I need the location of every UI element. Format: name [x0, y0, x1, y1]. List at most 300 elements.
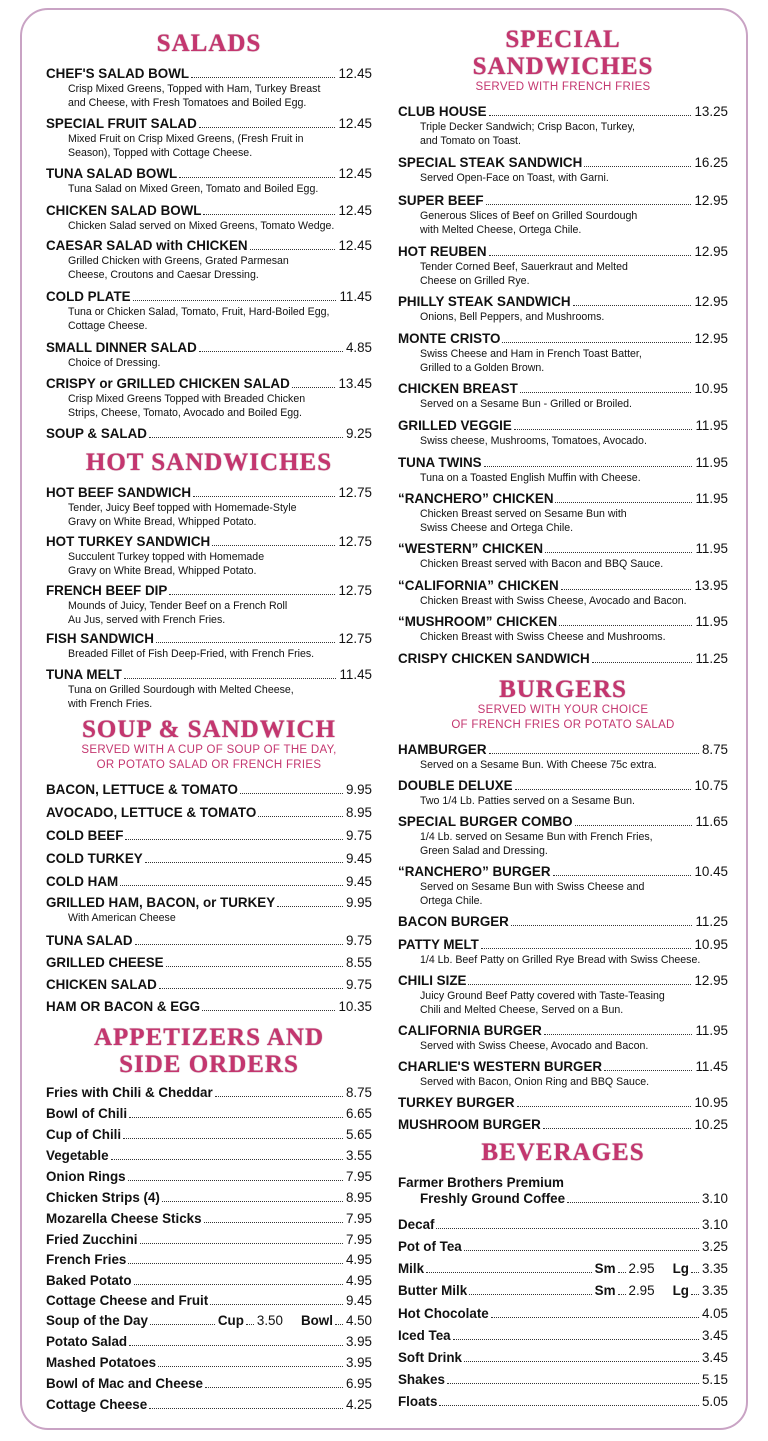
special-sandwiches-subtitle: SERVED WITH FRENCH FRIES [475, 81, 651, 93]
item-name: Decaf [398, 1217, 435, 1232]
menu-item [398, 381, 728, 411]
menu-item [46, 1106, 372, 1122]
menu-item-line [398, 937, 728, 953]
item-name: French Fries [46, 1252, 127, 1267]
dot-leader [240, 793, 343, 794]
item-description: Served on Sesame Bun with Swiss Cheese and [420, 881, 645, 893]
menu-item [46, 667, 372, 711]
dot-leader [486, 204, 692, 205]
item-price: 3.10 [701, 1217, 728, 1232]
menu-item-line [46, 977, 372, 993]
item-price: 12.95 [694, 244, 728, 259]
menu-item-line [398, 814, 728, 830]
dot-leader [145, 862, 343, 863]
item-description: and Tomato on Toast. [420, 135, 521, 147]
dot-leader [468, 984, 691, 985]
item-price: 11.45 [339, 667, 372, 682]
menu-item-line [46, 116, 372, 132]
item-name: CRISPY or GRILLED CHICKEN SALAD [46, 376, 290, 391]
item-description: Mixed Fruit on Crisp Mixed Greens, (Fresh Fruit in [68, 133, 304, 145]
item-price: 11.95 [695, 418, 728, 433]
item-price: 10.95 [694, 937, 728, 952]
dot-leader [517, 1106, 692, 1107]
item-price: 12.75 [338, 534, 372, 549]
dot-leader [212, 545, 335, 546]
menu-item [398, 1217, 728, 1233]
item-price: 10.75 [694, 778, 728, 793]
item-price: 3.25 [701, 1239, 728, 1254]
item-name: SOUP & SALAD [46, 426, 147, 441]
menu-item [398, 1350, 728, 1366]
menu-item [46, 1232, 372, 1248]
item-price: 3.95 [345, 1355, 372, 1370]
menu-item [46, 203, 372, 233]
menu-item [398, 193, 728, 237]
item-name: SPECIAL FRUIT SALAD [46, 116, 197, 131]
dot-leader [604, 1070, 692, 1071]
burgers-subtitle-1: SERVED WITH YOUR CHOICE [477, 704, 649, 716]
item-name: Potato Salad [46, 1334, 128, 1349]
item-price: 9.75 [345, 977, 372, 992]
dot-leader [125, 839, 343, 840]
item-price: 10.95 [694, 381, 728, 396]
dot-leader [553, 875, 692, 876]
item-price: 10.45 [694, 864, 728, 879]
menu-item [398, 155, 728, 185]
item-name: CHARLIE'S WESTERN BURGER [398, 1059, 603, 1074]
menu-item [46, 116, 372, 160]
item-name: BACON BURGER [398, 914, 509, 929]
item-price: 3.45 [701, 1328, 728, 1343]
dot-leader [520, 392, 692, 393]
dot-leader [515, 789, 692, 790]
dot-leader [246, 1324, 254, 1325]
item-description: Tuna on a Toasted English Muffin with Cheese. [420, 472, 641, 484]
item-price: 4.95 [345, 1273, 372, 1288]
dot-leader [575, 825, 693, 826]
appetizers-heading-2: SIDE ORDERS [119, 1051, 299, 1078]
item-price: 9.75 [345, 933, 372, 948]
lg-price: 3.35 [701, 1283, 728, 1298]
dot-leader [618, 1294, 626, 1295]
item-description: Served with Swiss Cheese, Avocado and Bacon. [420, 1040, 649, 1052]
item-price: 12.45 [338, 238, 372, 253]
menu-item-line [46, 851, 372, 867]
item-price: 12.45 [338, 66, 372, 81]
item-price: 11.95 [695, 1023, 728, 1038]
menu-item [398, 1328, 728, 1344]
dot-leader [133, 300, 337, 301]
menu-item-line [46, 340, 372, 356]
item-name: MONTE CRISTO [398, 331, 501, 346]
menu-item-line [398, 578, 728, 594]
menu-item-line [46, 66, 372, 82]
dot-leader [436, 1228, 698, 1229]
dot-leader [481, 948, 692, 949]
item-name: Soft Drink [398, 1350, 462, 1365]
menu-item [46, 874, 372, 890]
menu-item [46, 534, 372, 578]
lg-label: Lg [672, 1283, 689, 1298]
item-name: CHILI SIZE [398, 973, 467, 988]
item-description: Two 1/4 Lb. Patties served on a Sesame Bun. [420, 795, 635, 807]
item-name: Mashed Potatoes [46, 1355, 157, 1370]
item-name: Soup of the Day [46, 1313, 148, 1328]
item-name: HOT TURKEY SANDWICH [46, 534, 211, 549]
menu-item-line [398, 1117, 728, 1133]
item-name: Butter Milk [398, 1283, 468, 1298]
dot-leader [150, 1324, 215, 1325]
item-name: DOUBLE DELUXE [398, 778, 513, 793]
menu-item [46, 1127, 372, 1143]
menu-item-line [46, 1211, 372, 1227]
item-name: Pot of Tea [398, 1239, 462, 1254]
item-name: “RANCHERO” BURGER [398, 864, 551, 879]
item-description: Crisp Mixed Greens, Topped with Ham, Turkey Breast [68, 83, 321, 95]
sm-price: 2.95 [628, 1283, 655, 1298]
dot-leader [199, 351, 343, 352]
menu-item-line [46, 1293, 372, 1309]
menu-item-line [398, 914, 728, 930]
menu-item [398, 244, 728, 288]
menu-item [46, 376, 372, 420]
menu-item-line [398, 455, 728, 471]
menu-item-line [398, 864, 728, 880]
menu-item-line [46, 805, 372, 821]
item-price: 12.95 [694, 193, 728, 208]
item-description: Cheese, Croutons and Caesar Dressing. [68, 269, 259, 281]
item-description: Swiss Cheese and Ortega Chile. [420, 522, 574, 534]
menu-item-line [398, 1239, 728, 1255]
milk-item [398, 1261, 728, 1277]
dot-leader [166, 966, 343, 967]
item-price: 9.45 [345, 874, 372, 889]
menu-item-line [46, 631, 372, 647]
item-name: PHILLY STEAK SANDWICH [398, 294, 571, 309]
menu-item [398, 331, 728, 375]
sm-price: 2.95 [628, 1261, 655, 1276]
menu-item-line [46, 895, 372, 911]
item-name: SPECIAL STEAK SANDWICH [398, 155, 583, 170]
dot-leader [149, 1408, 343, 1409]
menu-item [46, 1355, 372, 1371]
appetizers-heading-1: APPETIZERS AND [93, 1024, 324, 1051]
menu-item [398, 614, 728, 644]
item-name: SPECIAL BURGER COMBO [398, 814, 573, 829]
item-price: 12.95 [694, 973, 728, 988]
menu-item-line [398, 1023, 728, 1039]
item-description: Tender, Juicy Beef topped with Homemade-Style [68, 502, 297, 514]
menu-item [398, 578, 728, 608]
item-name: CRISPY CHICKEN SANDWICH [398, 651, 590, 666]
dot-leader [439, 1405, 699, 1406]
menu-item-line [46, 1190, 372, 1206]
menu-item [46, 1376, 372, 1392]
item-name: Onion Rings [46, 1169, 126, 1184]
item-description: Tuna on Grilled Sourdough with Melted Cheese, [68, 684, 294, 696]
dot-leader [134, 1284, 343, 1285]
menu-item-line [398, 778, 728, 794]
dot-leader [191, 77, 335, 78]
menu-item-line [398, 973, 728, 989]
item-name: CHICKEN SALAD [46, 977, 157, 992]
menu-item-line [46, 1376, 372, 1392]
soup-sandwich-section [46, 716, 372, 773]
item-name: Cottage Cheese [46, 1397, 148, 1412]
dot-leader [129, 1345, 343, 1346]
item-name: Milk [398, 1261, 425, 1276]
menu-item-line [398, 1059, 728, 1075]
item-description: Green Salad and Dressing. [420, 845, 548, 857]
item-price: 9.95 [345, 895, 372, 910]
item-name: CHICKEN BREAST [398, 381, 518, 396]
dot-leader [453, 1339, 699, 1340]
special-sandwiches-section [398, 26, 728, 95]
item-description: Served Open-Face on Toast, with Garni. [420, 172, 609, 184]
item-price: 5.15 [701, 1372, 728, 1387]
item-name: “RANCHERO” CHICKEN [398, 491, 554, 506]
menu-item-line [46, 1252, 372, 1268]
dot-leader [156, 642, 336, 643]
item-name: Hot Chocolate [398, 1306, 489, 1321]
menu-item-line [398, 294, 728, 310]
menu-item [46, 933, 372, 949]
item-price: 8.95 [345, 805, 372, 820]
dot-leader [489, 255, 692, 256]
dot-leader [335, 1324, 343, 1325]
dot-leader [447, 1383, 699, 1384]
item-description: Tuna Salad on Mixed Green, Tomato and Boiled Egg. [68, 183, 319, 195]
item-name: Mozarella Cheese Sticks [46, 1211, 202, 1226]
dot-leader [128, 1263, 343, 1264]
item-description: Au Jus, served with French Fries. [68, 614, 226, 626]
item-price: 7.95 [345, 1232, 372, 1247]
item-price: 6.95 [345, 1376, 372, 1391]
menu-item-line [398, 1394, 728, 1410]
item-name: GRILLED VEGGIE [398, 418, 512, 433]
coffee-line-2: Freshly Ground Coffee [420, 1191, 566, 1206]
dot-leader [215, 1096, 343, 1097]
dot-leader [179, 177, 335, 178]
item-name: CHEF'S SALAD BOWL [46, 66, 190, 81]
item-price: 12.75 [338, 485, 372, 500]
burgers-section [398, 676, 728, 733]
dot-leader [123, 1138, 343, 1139]
menu-item [398, 1239, 728, 1255]
item-price: 3.95 [345, 1334, 372, 1349]
item-description: Mounds of Juicy, Tender Beef on a French Roll [68, 600, 288, 612]
item-description: Cheese on Grilled Rye. [420, 275, 530, 287]
item-name: SUPER BEEF [398, 193, 484, 208]
item-name: TURKEY BURGER [398, 1095, 515, 1110]
menu-item [398, 1095, 728, 1111]
dot-leader [135, 944, 343, 945]
dot-leader [489, 753, 699, 754]
menu-item-line [398, 418, 728, 434]
dot-leader [618, 1272, 626, 1273]
item-price: 10.95 [694, 1095, 728, 1110]
item-name: Bowl of Mac and Cheese [46, 1376, 203, 1391]
dot-leader [205, 1387, 343, 1388]
dot-leader [120, 885, 343, 886]
item-price: 8.75 [345, 1085, 372, 1100]
dot-leader [567, 1202, 699, 1203]
sm-label: Sm [594, 1283, 616, 1298]
menu-item-line [46, 999, 372, 1015]
item-name: Fries with Chili & Cheddar [46, 1085, 213, 1100]
item-price: 4.25 [345, 1397, 372, 1412]
menu-item [398, 1059, 728, 1089]
menu-item-line [46, 426, 372, 442]
item-description: and Cheese, with Fresh Tomatoes and Boiled Egg. [68, 97, 307, 109]
menu-item-line [46, 1334, 372, 1350]
dot-leader [489, 115, 692, 116]
item-description: with French Fries. [68, 698, 153, 710]
menu-item [46, 583, 372, 627]
soup-sandwich-heading: SOUP & SANDWICH [82, 716, 336, 743]
dot-leader [128, 1180, 343, 1181]
item-price: 11.95 [695, 455, 728, 470]
menu-item-line [46, 203, 372, 219]
menu-item [46, 1169, 372, 1185]
item-price: 5.65 [345, 1127, 372, 1142]
menu-item-line [398, 651, 728, 667]
dot-leader [140, 1243, 343, 1244]
item-description: Generous Slices of Beef on Grilled Sourdough [420, 210, 638, 222]
item-description: Tender Corned Beef, Sauerkraut and Melted [420, 261, 628, 273]
dot-leader [426, 1272, 592, 1273]
item-price: 7.95 [345, 1169, 372, 1184]
item-price: 8.75 [701, 742, 728, 757]
menu-item [46, 977, 372, 993]
item-price: 9.75 [345, 828, 372, 843]
lg-price: 3.35 [701, 1261, 728, 1276]
menu-item-line [46, 782, 372, 798]
menu-item-line [398, 155, 728, 171]
item-price: 12.45 [338, 203, 372, 218]
menu-item [398, 541, 728, 571]
item-description: Triple Decker Sandwich; Crisp Bacon, Turkey, [420, 121, 635, 133]
menu-item-line [46, 166, 372, 182]
item-name: HOT REUBEN [398, 244, 487, 259]
item-name: MUSHROOM BURGER [398, 1117, 541, 1132]
item-price: 12.75 [338, 631, 372, 646]
item-description: Served with Bacon, Onion Ring and BBQ Sauce. [420, 1076, 650, 1088]
item-name: Iced Tea [398, 1328, 451, 1343]
dot-leader [691, 1294, 699, 1295]
menu-item [398, 778, 728, 808]
menu-item-line [46, 955, 372, 971]
menu-item-line [46, 238, 372, 254]
dot-leader [258, 816, 343, 817]
menu-item-line [46, 1148, 372, 1164]
dot-leader [544, 1034, 693, 1035]
item-price: 11.25 [695, 914, 728, 929]
item-name: GRILLED HAM, BACON, or TURKEY [46, 895, 276, 910]
menu-item [46, 1211, 372, 1227]
item-name: BACON, LETTUCE & TOMATO [46, 782, 238, 797]
dot-leader [592, 662, 693, 663]
dot-leader [545, 552, 692, 553]
item-description: Grilled to a Golden Brown. [420, 362, 545, 374]
item-price: 6.65 [345, 1106, 372, 1121]
item-name: FRENCH BEEF DIP [46, 583, 168, 598]
dot-leader [491, 1317, 699, 1318]
item-description: Breaded Fillet of Fish Deep-Fried, with French Fries. [68, 648, 315, 660]
soup-sandwich-subtitle-1: SERVED WITH A CUP OF SOUP OF THE DAY, [81, 744, 337, 756]
dot-leader [199, 127, 336, 128]
item-description: Succulent Turkey topped with Homemade [68, 551, 265, 563]
menu-item [398, 814, 728, 858]
item-name: CHICKEN SALAD BOWL [46, 203, 202, 218]
menu-item [46, 1190, 372, 1206]
menu-item [46, 782, 372, 798]
item-description: Crisp Mixed Greens Topped with Breaded Chicken [68, 393, 306, 405]
dot-leader [204, 1222, 343, 1223]
bowl-label: Bowl [300, 1313, 333, 1328]
item-name: CAESAR SALAD with CHICKEN [46, 238, 248, 253]
item-name: SMALL DINNER SALAD [46, 340, 197, 355]
menu-item-line [46, 1232, 372, 1248]
dot-leader [158, 1366, 343, 1367]
menu-item [46, 1293, 372, 1309]
item-name: GRILLED CHEESE [46, 955, 164, 970]
special-sandwiches-heading-2: SANDWICHES [472, 53, 654, 80]
menu-item-line [46, 1273, 372, 1289]
item-description: Strips, Cheese, Tomato, Avocado and Boiled Egg. [68, 407, 302, 419]
item-name: “WESTERN” CHICKEN [398, 541, 544, 556]
item-price: 16.25 [694, 155, 728, 170]
item-price: 10.35 [338, 999, 372, 1014]
menu-item [46, 426, 372, 442]
item-price: 12.95 [694, 331, 728, 346]
menu-item [398, 651, 728, 667]
item-description: Chili and Melted Cheese, Served on a Bun. [420, 1004, 624, 1016]
buttermilk-item [398, 1283, 728, 1299]
item-description: Chicken Breast served on Sesame Bun with [420, 508, 627, 520]
item-name: TUNA SALAD [46, 933, 133, 948]
soup-of-the-day [46, 1313, 372, 1329]
item-description: Onions, Bell Peppers, and Mushrooms. [420, 311, 605, 323]
item-name: CALIFORNIA BURGER [398, 1023, 542, 1038]
item-price: 7.95 [345, 1211, 372, 1226]
item-name: HAMBURGER [398, 742, 487, 757]
dot-leader [514, 429, 693, 430]
menu-item [398, 1372, 728, 1388]
menu-item-line [46, 933, 372, 949]
item-price: 3.55 [345, 1148, 372, 1163]
item-name: PATTY MELT [398, 937, 479, 952]
beverages-heading: BEVERAGES [481, 1139, 645, 1166]
menu-item [398, 491, 728, 535]
dot-leader [111, 1159, 343, 1160]
dot-leader [484, 466, 693, 467]
dot-leader [691, 1272, 699, 1273]
menu-item [46, 1334, 372, 1350]
dot-leader [555, 502, 692, 503]
menu-item [46, 631, 372, 661]
menu-item-line [46, 1355, 372, 1371]
item-price: 13.45 [338, 376, 372, 391]
item-price: 11.95 [695, 541, 728, 556]
menu-item-line [398, 1328, 728, 1344]
dot-leader [502, 342, 691, 343]
appetizers-section [46, 1024, 372, 1078]
item-price: 13.25 [694, 104, 728, 119]
menu-item-line [398, 491, 728, 507]
menu-item [398, 1306, 728, 1322]
item-description: Swiss Cheese and Ham in French Toast Batter, [420, 348, 642, 360]
